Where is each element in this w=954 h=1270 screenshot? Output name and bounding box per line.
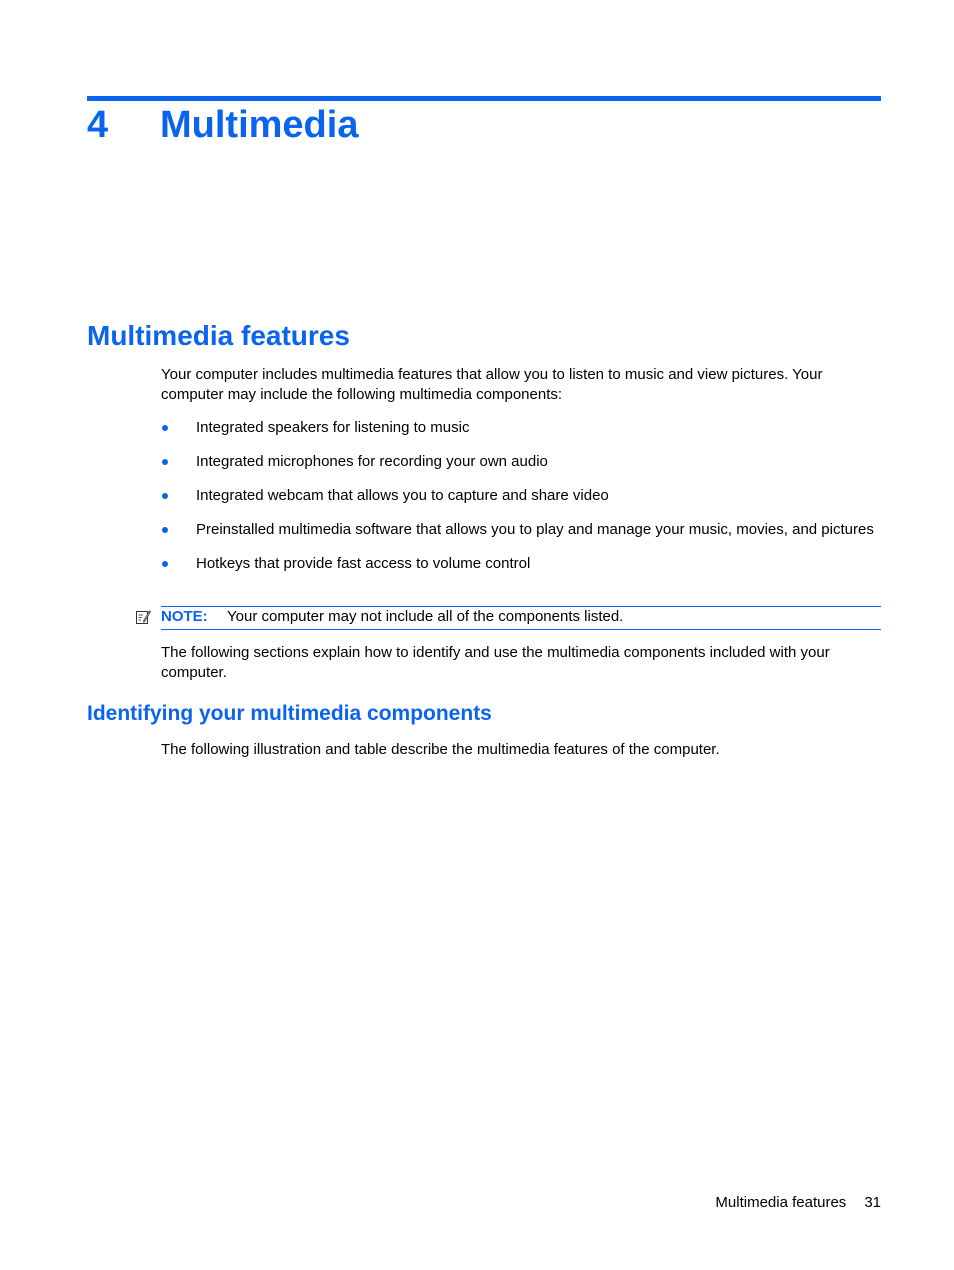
bullet-dot-icon <box>162 527 168 533</box>
list-item-text: Integrated speakers for listening to music <box>196 419 470 436</box>
chapter-number: 4 <box>87 104 109 146</box>
list-item <box>161 554 881 574</box>
list-item <box>161 452 881 472</box>
list-item-text: Integrated webcam that allows you to capture and share video <box>196 487 609 504</box>
note-text: Your computer may not include all of the components listed. <box>227 608 624 625</box>
subsection-title: Identifying your multimedia components <box>87 702 492 725</box>
list-item-text: Integrated microphones for recording your own audio <box>196 453 548 470</box>
list-item-text: Preinstalled multimedia software that allows you to play and manage your music, movies, and pictures <box>196 521 874 538</box>
bullet-dot-icon <box>162 459 168 465</box>
feature-list <box>161 418 881 588</box>
list-item-text: Hotkeys that provide fast access to volume control <box>196 555 531 572</box>
section-followup: The following sections explain how to identify and use the multimedia components included with your computer. <box>161 644 830 681</box>
subsection-text: The following illustration and table describe the multimedia features of the computer. <box>161 741 720 758</box>
bullet-dot-icon <box>162 561 168 567</box>
note-pencil-icon <box>135 609 151 625</box>
note-box <box>161 606 881 630</box>
list-item <box>161 486 881 506</box>
list-item <box>161 520 881 540</box>
page-footer <box>715 1193 881 1212</box>
section-title: Multimedia features <box>87 320 350 351</box>
bullet-dot-icon <box>162 425 168 431</box>
footer-section-name: Multimedia features <box>715 1194 847 1211</box>
note-label: NOTE: <box>161 608 208 625</box>
chapter-title: Multimedia <box>160 104 359 146</box>
list-item <box>161 418 881 438</box>
bullet-dot-icon <box>162 493 168 499</box>
section-intro: Your computer includes multimedia features that allow you to listen to music and view pictures. Your computer may include the following multimedia components: <box>161 366 823 403</box>
footer-page-number: 31 <box>864 1194 881 1211</box>
